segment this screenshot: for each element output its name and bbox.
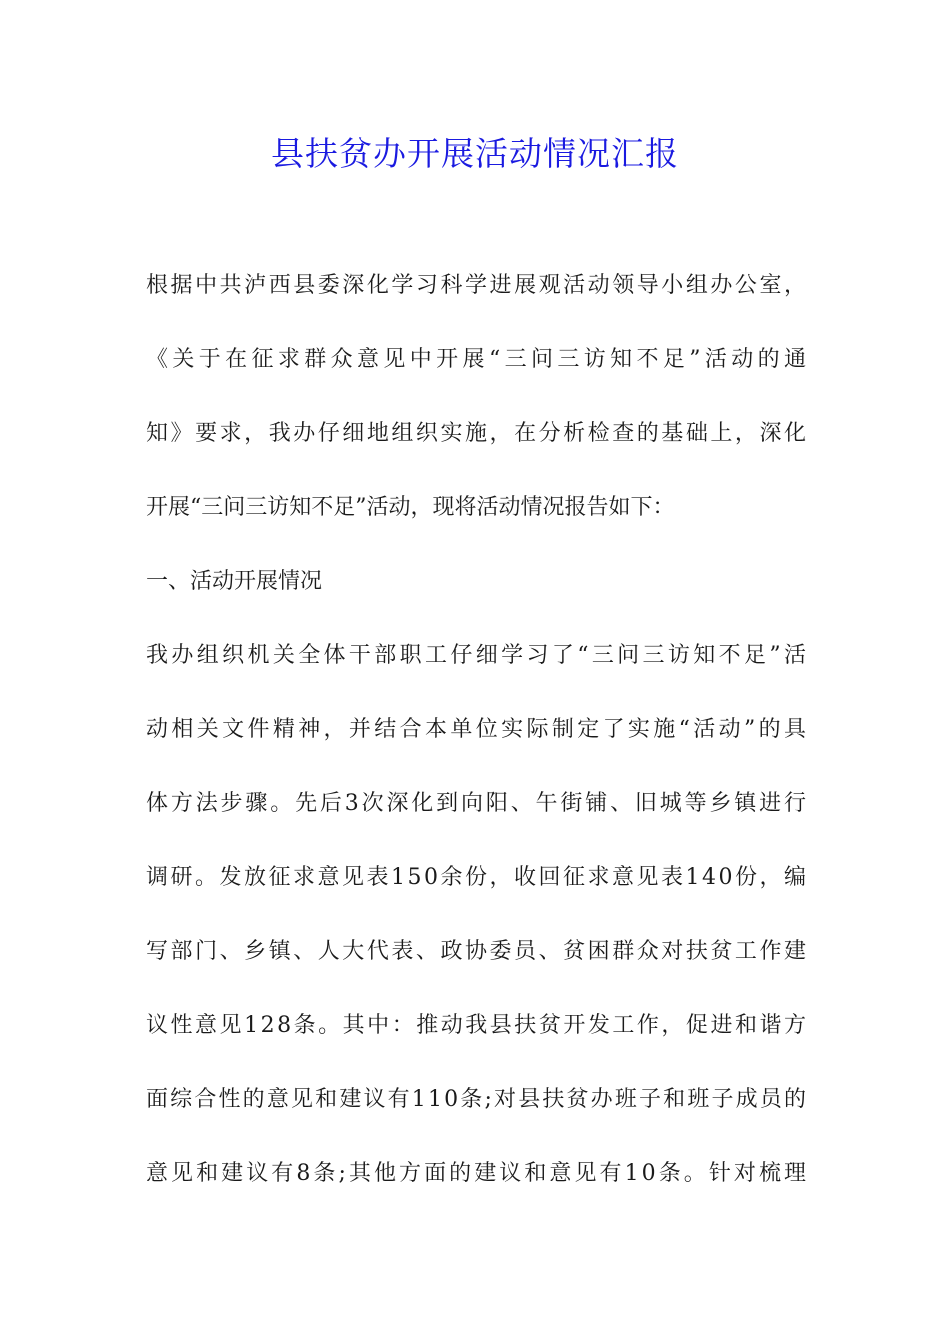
document-title: 县扶贫办开展活动情况汇报: [271, 134, 679, 173]
document-body: [146, 258, 811, 1220]
line-text: 知》要求，我办仔细地组织实施，在分析检查的基础上，深化: [146, 421, 809, 446]
line-text: 我办组织机关全体干部职工仔细学习了“三问三访知不足”活: [146, 643, 810, 668]
paragraph-line: [146, 924, 809, 998]
paragraph-line: [146, 258, 809, 332]
paragraph-line: [146, 628, 810, 702]
line-text: 议性意见128条。其中：推动我县扶贫开发工作，促进和谐方: [146, 1013, 809, 1038]
line-text: 《关于在征求群众意见中开展“三问三访知不足”活动的通: [146, 347, 811, 372]
paragraph-line: [146, 332, 811, 406]
line-text: 体方法步骤。先后3次深化到向阳、午街铺、旧城等乡镇进行: [146, 791, 809, 816]
paragraph-line: [146, 1146, 810, 1220]
line-text: 面综合性的意见和建议有110条;对县扶贫办班子和班子成员的: [146, 1087, 809, 1112]
section-heading-text: 一、活动开展情况: [146, 569, 323, 594]
line-text: 动相关文件精神，并结合本单位实际制定了实施“活动”的具: [146, 717, 810, 742]
paragraph-line: [146, 998, 809, 1072]
paragraph-line: [146, 406, 809, 480]
section-heading: [146, 554, 806, 628]
paragraph-line: [146, 850, 809, 924]
paragraph-line: [146, 776, 809, 850]
line-text: 写部门、乡镇、人大代表、政协委员、贫困群众对扶贫工作建: [146, 939, 809, 964]
paragraph-line: [146, 480, 806, 554]
line-text: 意见和建议有8条;其他方面的建议和意见有10条。针对梳理: [146, 1161, 810, 1186]
paragraph-line: [146, 1072, 809, 1146]
line-text: 调研。发放征求意见表150余份，收回征求意见表140份，编: [146, 865, 809, 890]
line-text: 开展“三问三访知不足”活动，现将活动情况报告如下：: [146, 495, 675, 520]
paragraph-line: [146, 702, 810, 776]
line-text: 根据中共泸西县委深化学习科学进展观活动领导小组办公室，: [146, 273, 809, 298]
